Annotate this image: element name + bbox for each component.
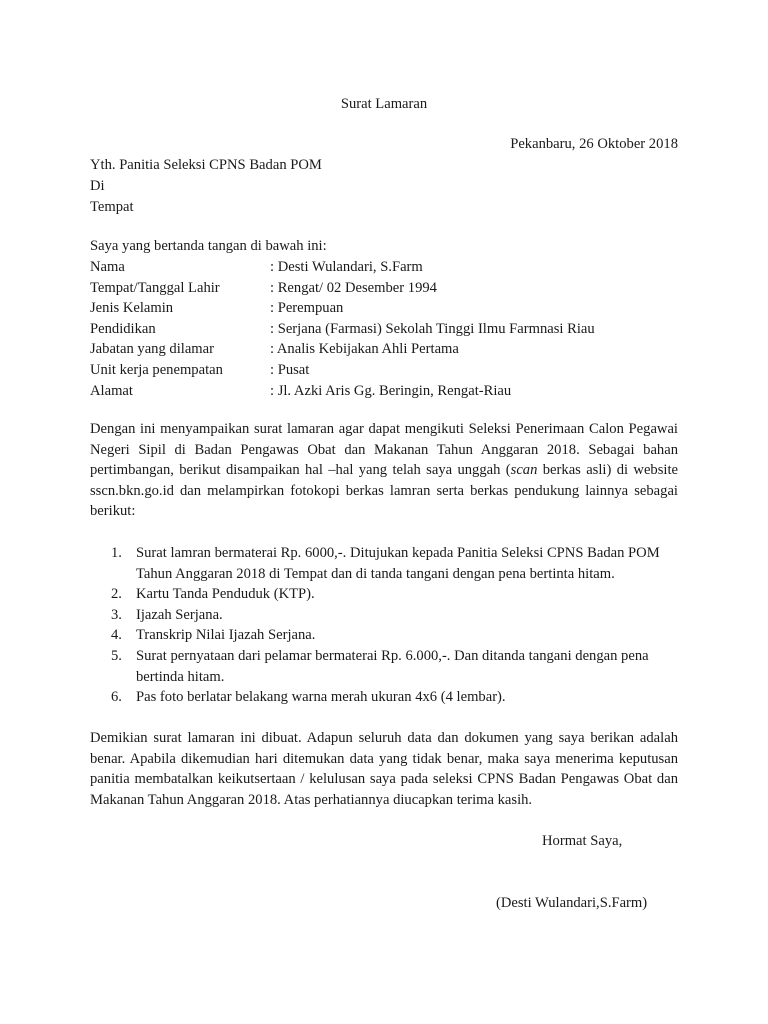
list-item-text: Transkrip Nilai Ijazah Serjana.	[136, 627, 316, 644]
signature-name: (Desti Wulandari,S.Farm)	[496, 895, 648, 911]
list-number: 2.	[111, 586, 122, 603]
detail-value: : Desti Wulandari, S.Farm	[270, 259, 423, 275]
recipient-line: Tempat	[90, 199, 134, 215]
detail-row	[90, 339, 690, 360]
detail-label: Tempat/Tanggal Lahir	[90, 279, 220, 296]
list-number: 6.	[111, 689, 122, 706]
detail-label: Alamat	[90, 382, 133, 399]
list-item	[90, 584, 678, 605]
detail-label: Unit kerja penempatan	[90, 361, 223, 378]
detail-row	[90, 319, 690, 340]
list-item	[90, 605, 678, 626]
closing-salutation: Hormat Saya,	[542, 833, 623, 849]
list-item-text: Pas foto berlatar belakang warna merah ukuran 4x6 (4 lembar).	[136, 689, 506, 706]
recipient-line: Yth. Panitia Seleksi CPNS Badan POM	[90, 157, 322, 173]
recipient-block	[90, 155, 322, 218]
body-paragraph	[90, 419, 678, 522]
detail-label: Nama	[90, 259, 125, 275]
letter-date: Pekanbaru, 26 Oktober 2018	[510, 136, 678, 152]
list-item	[90, 625, 678, 646]
list-item-text: Surat pernyataan dari pelamar bermaterai Rp. 6.000,-. Dan ditanda tangani dengan pena bertinda hitam.	[136, 647, 649, 685]
detail-value: : Jl. Azki Aris Gg. Beringin, Rengat-Riau	[270, 382, 512, 399]
list-item	[90, 687, 678, 708]
detail-label: Jabatan yang dilamar	[90, 341, 214, 358]
detail-label: Pendidikan	[90, 320, 156, 337]
paragraph-text: berkas asli) di website sscn.bkn.go.id dan melampirkan fotokopi berkas lamran serta berkas pendukung lainnya sebagai berikut:	[90, 462, 678, 520]
detail-value: : Pusat	[270, 361, 310, 378]
list-number: 3.	[111, 606, 122, 623]
attachment-list	[90, 543, 678, 708]
detail-value: : Rengat/ 02 Desember 1994	[270, 279, 437, 296]
list-item-text: Surat lamran bermaterai Rp. 6000,-. Ditujukan kepada Panitia Seleksi CPNS Badan POM Tahun Anggaran 2018 di Tempat dan di tanda tangani dengan pena bertinta hitam.	[136, 545, 660, 582]
detail-label: Jenis Kelamin	[90, 300, 174, 317]
letter-title: Surat Lamaran	[340, 96, 428, 112]
detail-row	[90, 278, 690, 299]
list-item-text: Ijazah Serjana.	[136, 606, 223, 623]
list-number: 1.	[111, 545, 122, 561]
paragraph-italic-text: scan	[510, 462, 538, 479]
detail-row	[90, 381, 690, 402]
detail-row	[90, 360, 690, 381]
list-number: 5.	[111, 647, 122, 664]
detail-value: : Serjana (Farmasi) Sekolah Tinggi Ilmu Farmnasi Riau	[270, 320, 595, 337]
detail-row	[90, 257, 690, 278]
applicant-details	[90, 257, 690, 401]
closing-paragraph: Demikian surat lamaran ini dibuat. Adapun seluruh data dan dokumen yang saya berikan adalah benar. Apabila dikemudian hari ditemukan data yang tidak benar, maka saya menerima keputusan panitia membatalkan keikutsertaan / kelulusan saya pada seleksi CPNS Badan Pengawas Obat dan Makanan Tahun Anggaran 2018. Atas perhatiannya diucapkan terima kasih.	[90, 730, 678, 808]
paragraph-text: Dengan ini menyampaikan surat lamaran agar dapat mengikuti Seleksi Penerimaan Calon Pegawai Negeri Sipil di Badan Pengawas Obat dan Makanan Tahun Anggaran 2018. Sebagai bahan pertimbangan, berikut disampaikan hal –hal yang telah saya unggah (	[90, 421, 678, 479]
recipient-line: Di	[90, 178, 105, 194]
detail-value: : Perempuan	[270, 300, 344, 317]
detail-value: : Analis Kebijakan Ahli Pertama	[270, 341, 459, 358]
list-item	[90, 646, 678, 687]
list-number: 4.	[111, 627, 122, 644]
detail-row	[90, 298, 690, 319]
list-item	[90, 543, 678, 584]
intro-text: Saya yang bertanda tangan di bawah ini:	[90, 238, 327, 254]
list-item-text: Kartu Tanda Penduduk (KTP).	[136, 586, 315, 603]
